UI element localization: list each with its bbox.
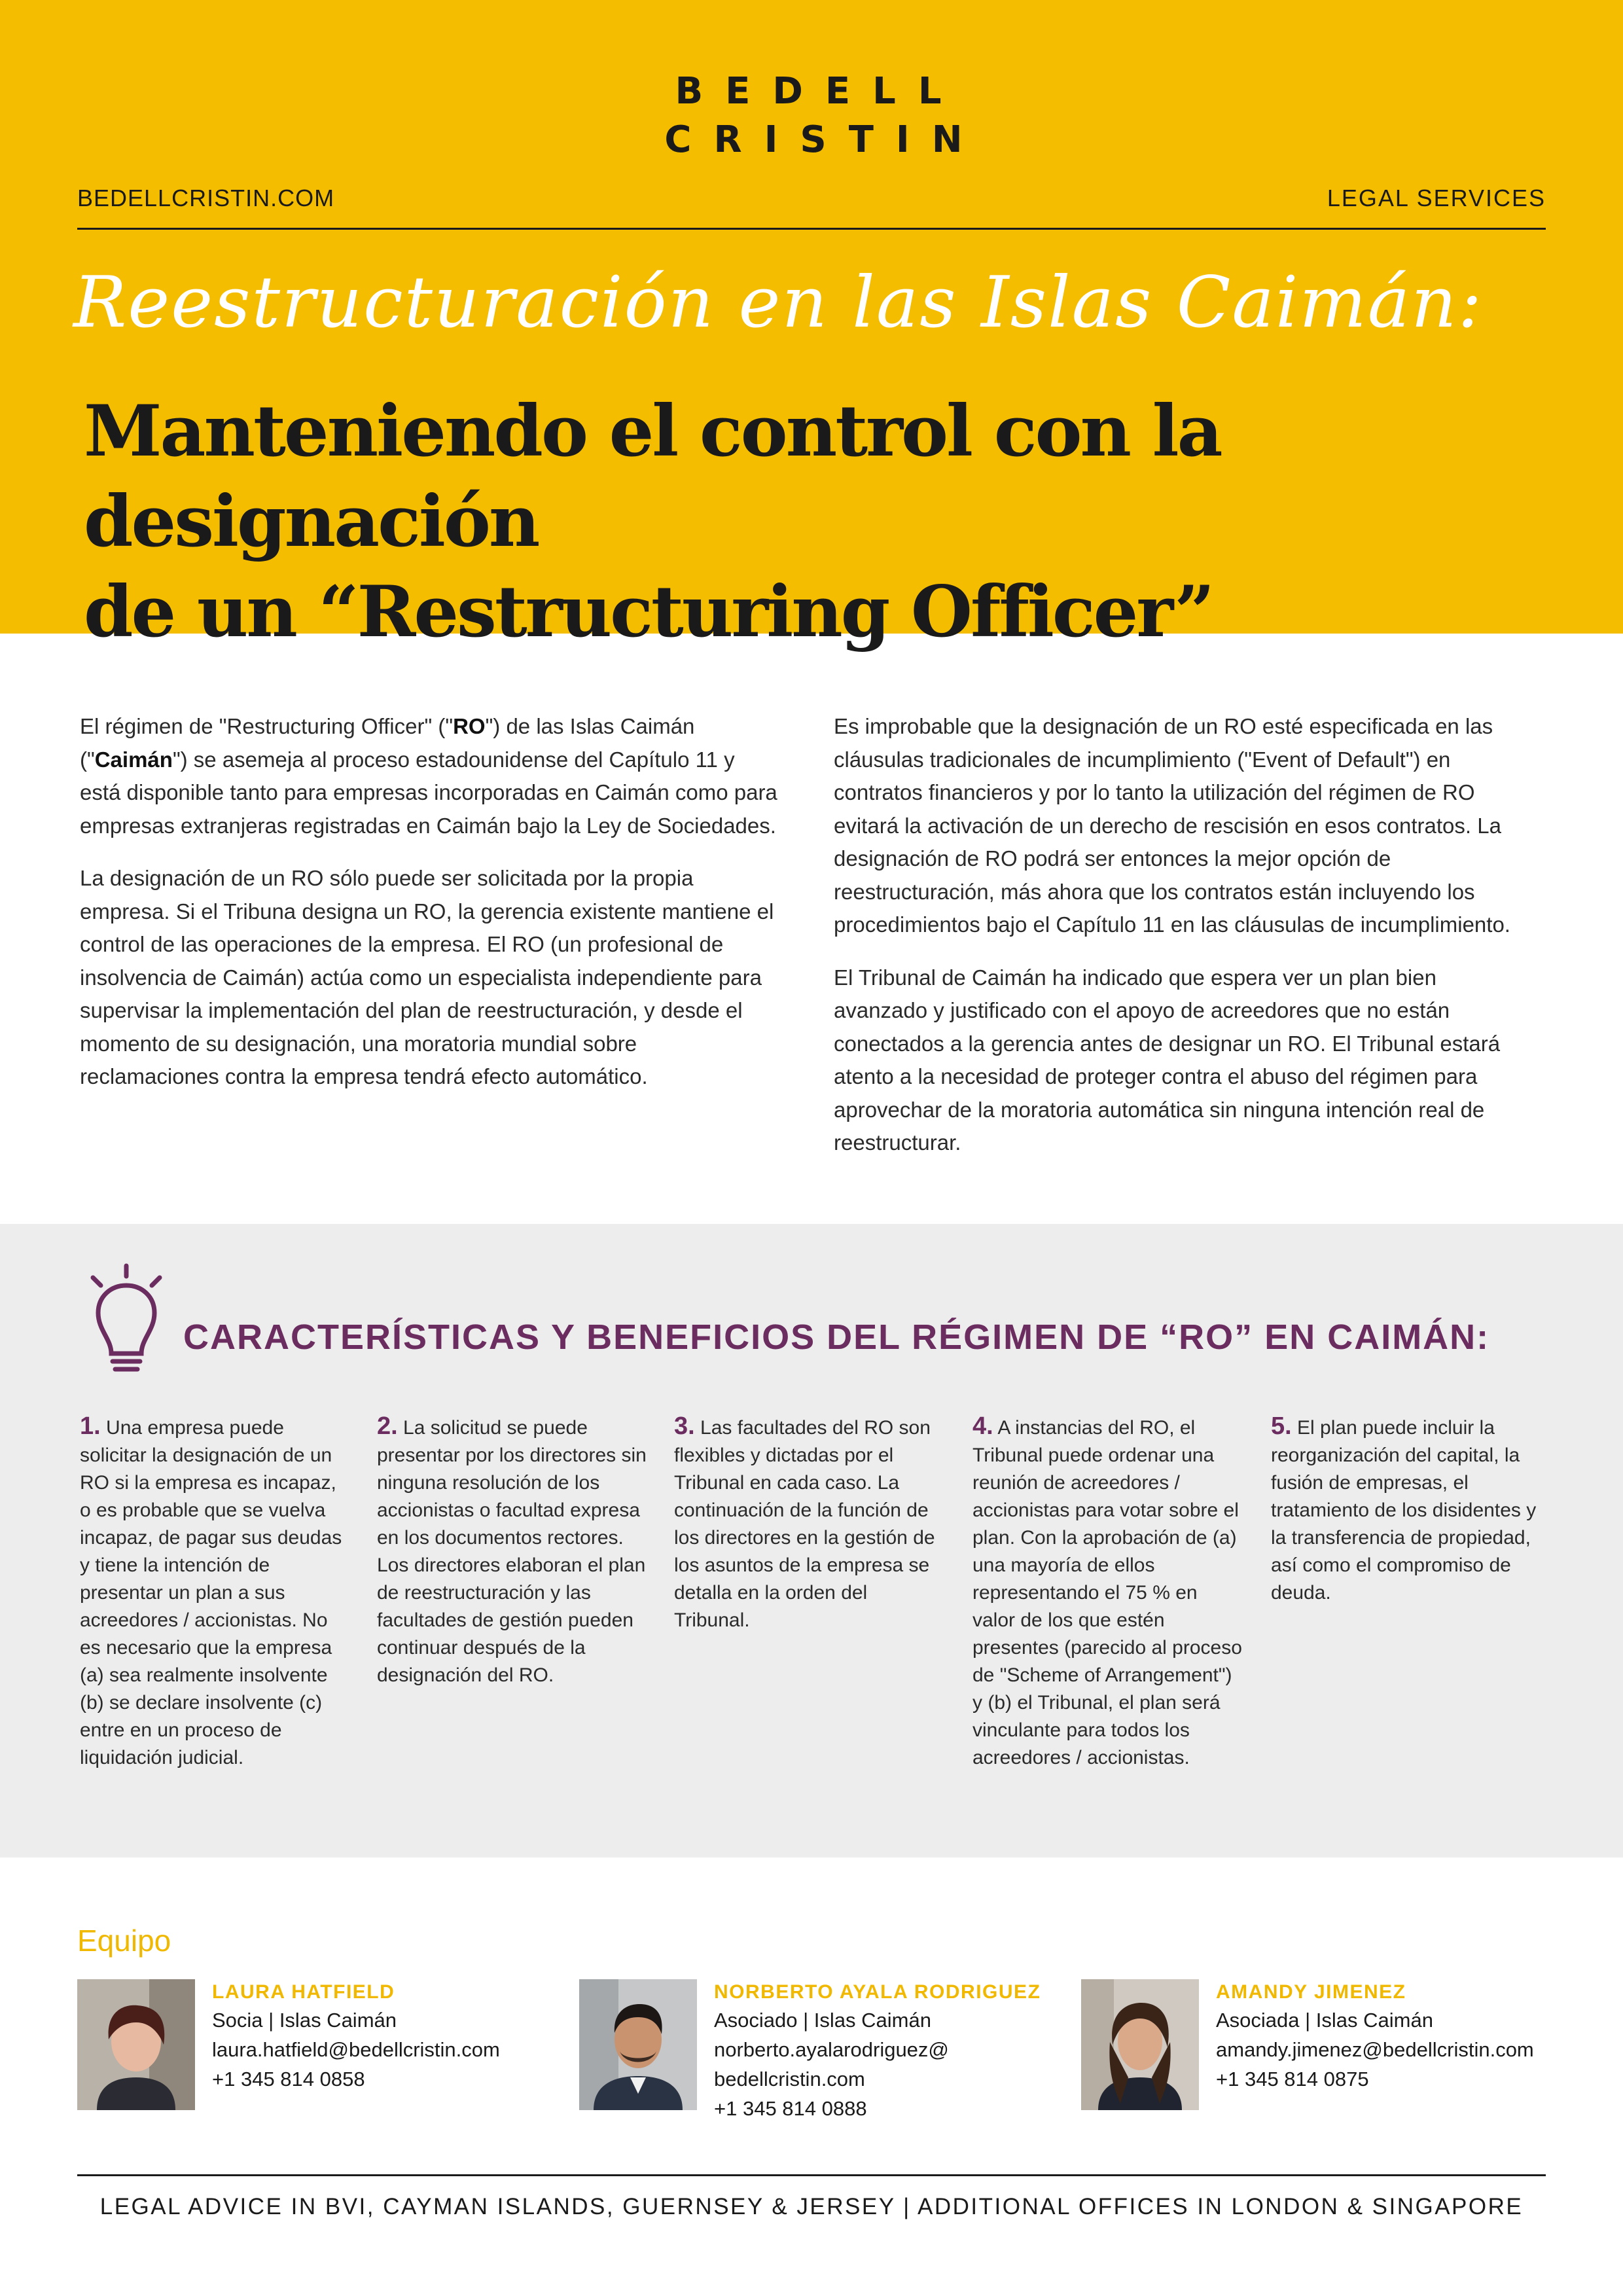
footer-text: LEGAL ADVICE IN BVI, CAYMAN ISLANDS, GUERNSEY & JERSEY | ADDITIONAL OFFICES IN LONDON & SINGAPORE	[99, 2194, 1524, 2219]
lightbulb-icon	[84, 1262, 169, 1380]
feature-item-5	[1271, 1412, 1542, 1607]
feature-text: Las facultades del RO son flexibles y dictadas por el Tribunal en cada caso. La continuación de la función de los directores en la gestión de los asuntos de la empresa se detalla en la orden del Tribunal.	[674, 1417, 935, 1631]
feature-text: Una empresa puede solicitar la designación de un RO si la empresa es incapaz, o es probable que se vuelva incapaz, de pagar sus deudas y tiene la intención de presentar un plan a sus acreedores / accionistas. No es necesario que la empresa (a) sea realmente insolvente (b) se declare insolvente (c) entre en un proceso de liquidación judicial.	[80, 1417, 342, 1768]
intro-paragraph: Es improbable que la designación de un RO esté especificada en las cláusulas tradicionales de incumplimiento ("Event of Default") en contratos financieros y por lo tanto la utilización del régimen de RO evitará la activación de un derecho de rescisión en esos contratos. La designación de RO podrá ser entonces la mejor opción de reestructuración, más ahora que los contratos están incluyendo los procedimientos bajo el Capítulo 11 en las cláusulas de incumplimiento.	[834, 714, 1510, 937]
header-divider	[77, 228, 1546, 230]
feature-number: 1.	[80, 1412, 101, 1440]
intro-paragraph: La designación de un RO sólo puede ser solicitada por la propia empresa. Si el Tribuna designa un RO, la gerencia existente mantiene el control de las operaciones de la empresa. El RO (un profesional de insolvencia de Caimán) actúa como un especialista independiente para supervisar la implementación del plan de reestructuración, y desde el momento de su designación, una moratoria mundial sobre reclamaciones contra la empresa tendrá efecto automático.	[80, 866, 774, 1088]
page-title	[84, 386, 1576, 657]
feature-text: A instancias del RO, el Tribunal puede ordenar una reunión de acreedores / accionistas para votar sobre el plan. Con la aprobación de (a) una mayoría de ellos representando el 75 % en valor de los que estén presentes (parecido al proceso de "Scheme of Arrangement") y (b) el Tribunal, el plan será vinculante para todos los acreedores / accionistas.	[972, 1417, 1242, 1768]
intro-paragraph: El régimen de "Restructuring Officer" ("RO") de las Islas Caimán ("Caimán") se asemeja al proceso estadounidense del Capítulo 11 y está disponible tanto para empresas incorporadas en Caimán como para empresas extranjeras registradas en Caimán bajo la Ley de Sociedades.	[80, 714, 777, 838]
feature-text: La solicitud se puede presentar por los directores sin ninguna resolución de los accionistas o facultad expresa en los documentos rectores. Los directores elaboran el plan de reestructuración y las facultades de gestión pueden continuar después de la designación del RO.	[377, 1417, 647, 1686]
member-phone[interactable]: +1 345 814 0875	[1216, 2068, 1369, 2090]
member-email[interactable]: norberto.ayalarodriguez@	[714, 2038, 949, 2061]
feature-number: 2.	[377, 1412, 398, 1440]
logo-line-1: BEDELL	[675, 70, 964, 113]
feature-number: 5.	[1271, 1412, 1292, 1440]
member-phone[interactable]: +1 345 814 0888	[714, 2097, 867, 2120]
intro-column-left	[80, 710, 779, 1113]
member-role: Asociado | Islas Caimán	[714, 2009, 931, 2032]
feature-item-1	[80, 1412, 351, 1772]
member-phone[interactable]: +1 345 814 0858	[212, 2068, 365, 2090]
page-title-line-2: de un “Restructuring Officer”	[84, 571, 1213, 653]
features-title: CARACTERÍSTICAS Y BENEFICIOS DEL RÉGIMEN DE “RO” EN CAIMÁN:	[183, 1318, 1490, 1357]
feature-item-2	[377, 1412, 648, 1689]
bold-term-ro: RO	[453, 714, 486, 738]
logo-line-2: CRISTIN	[664, 118, 985, 161]
feature-number: 3.	[674, 1412, 695, 1440]
feature-item-3	[674, 1412, 945, 1634]
member-email[interactable]: laura.hatfield@bedellcristin.com	[212, 2038, 500, 2061]
page-title-line-1: Manteniendo el control con la designación	[84, 390, 1221, 563]
member-name: NORBERTO AYALA RODRIGUEZ	[714, 1981, 1041, 2003]
avatar	[1081, 1979, 1199, 2110]
website-link[interactable]: BEDELLCRISTIN.COM	[77, 185, 335, 211]
avatar	[77, 1979, 195, 2110]
intro-column-right	[834, 710, 1533, 1179]
bold-term-caiman: Caimán	[94, 747, 173, 772]
member-name: AMANDY JIMENEZ	[1216, 1981, 1406, 2003]
service-label: LEGAL SERVICES	[1327, 185, 1546, 211]
feature-number: 4.	[972, 1412, 993, 1440]
member-name: LAURA HATFIELD	[212, 1981, 395, 2003]
member-role: Asociada | Islas Caimán	[1216, 2009, 1433, 2032]
header-banner	[0, 0, 1623, 653]
feature-item-4	[972, 1412, 1243, 1772]
member-email-continued[interactable]: bedellcristin.com	[714, 2068, 865, 2090]
member-role: Socia | Islas Caimán	[212, 2009, 397, 2032]
member-email[interactable]: amandy.jimenez@bedellcristin.com	[1216, 2038, 1534, 2061]
feature-text: El plan puede incluir la reorganización del capital, la fusión de empresas, el tratamiento de los disidentes y la transferencia de propiedad, así como el compromiso de deuda.	[1271, 1417, 1537, 1604]
avatar	[579, 1979, 697, 2110]
footer-divider	[77, 2174, 1546, 2176]
team-title: Equipo	[77, 1924, 171, 1958]
script-title: Reestructuración en las Islas Caimán:	[73, 262, 1484, 344]
intro-paragraph: El Tribunal de Caimán ha indicado que espera ver un plan bien avanzado y justificado con el apoyo de acreedores que no están conectados a la gerencia antes de designar un RO. El Tribunal estará atento a la necesidad de proteger contra el abuso del régimen para aprovechar de la moratoria automática sin ninguna intención real de reestructurar.	[834, 965, 1501, 1155]
